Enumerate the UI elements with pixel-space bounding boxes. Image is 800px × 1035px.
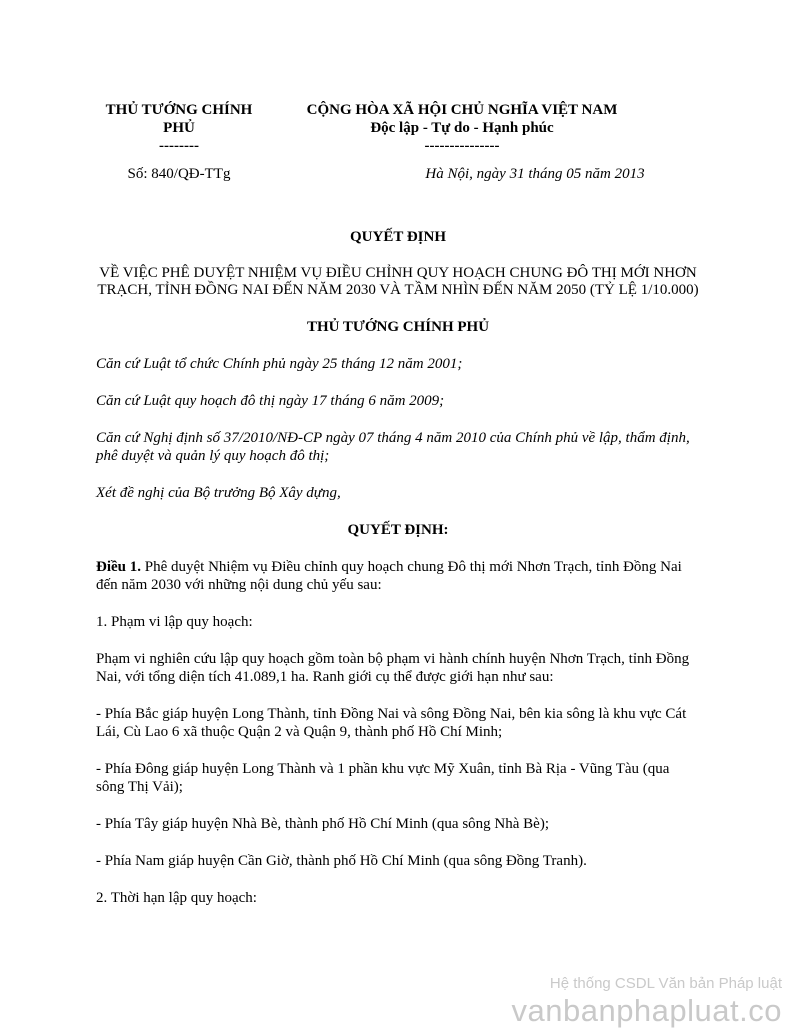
boundary-item: - Phía Nam giáp huyện Cần Giờ, thành phố Hồ Chí Minh (qua sông Đồng Tranh).: [96, 853, 587, 869]
document-subject: VỀ VIỆC PHÊ DUYỆT NHIỆM VỤ ĐIỀU CHỈNH QUY HOẠCH CHUNG ĐÔ THỊ MỚI NHƠN TRẠCH, TỈNH ĐỒNG NAI ĐẾN NĂM 2030 VÀ TẦM NHÌN ĐẾN NĂM 2050 (TỶ LỆ 1/10.000): [97, 265, 699, 298]
boundary-item: - Phía Tây giáp huyện Nhà Bè, thành phố Hồ Chí Minh (qua sông Nhà Bè);: [96, 816, 549, 832]
national-title-block: [282, 101, 642, 155]
document-type-heading: QUYẾT ĐỊNH: [350, 229, 446, 245]
decision-heading: QUYẾT ĐỊNH:: [347, 522, 449, 538]
paragraph: Phạm vi nghiên cứu lập quy hoạch gồm toàn bộ phạm vi hành chính huyện Nhơn Trạch, tỉnh Đồng Nai, với tổng diện tích 41.089,1 ha. Ranh giới cụ thể được giới hạn như sau:: [96, 651, 690, 685]
site-watermark: [511, 975, 782, 1029]
motto-separator: ---------------: [424, 138, 500, 154]
issuer-block: [96, 101, 262, 155]
place-and-date: Hà Nội, ngày 31 tháng 05 năm 2013: [425, 166, 645, 182]
issuing-authority-heading: THỦ TƯỚNG CHÍNH PHỦ: [306, 319, 490, 335]
preamble-clause: Căn cứ Nghị định số 37/2010/NĐ-CP ngày 07 tháng 4 năm 2010 của Chính phủ về lập, thẩm định, phê duyệt và quản lý quy hoạch đô thị;: [96, 430, 690, 464]
preamble-clause: Xét đề nghị của Bộ trưởng Bộ Xây dựng,: [96, 485, 341, 501]
document-number: Số: 840/QĐ-TTg: [127, 166, 231, 182]
document-body: [96, 228, 700, 926]
national-motto: Độc lập - Tự do - Hạnh phúc: [370, 120, 554, 136]
article-1-label: Điều 1.: [96, 559, 141, 575]
watermark-caption: Hệ thống CSDL Văn bản Pháp luật: [549, 975, 782, 992]
boundary-item: - Phía Đông giáp huyện Long Thành và 1 phần khu vực Mỹ Xuân, tỉnh Bà Rịa - Vũng Tàu (qua sông Thị Vải);: [96, 761, 670, 795]
section-heading: 1. Phạm vi lập quy hoạch:: [96, 614, 253, 630]
issuer-separator: --------: [159, 138, 199, 154]
preamble-clause: Căn cứ Luật tổ chức Chính phủ ngày 25 tháng 12 năm 2001;: [96, 356, 463, 372]
watermark-domain: vanbanphapluat.co: [511, 993, 782, 1028]
issuer-name: THỦ TƯỚNG CHÍNH PHỦ: [105, 102, 253, 136]
nation-name: CỘNG HÒA XÃ HỘI CHỦ NGHĨA VIỆT NAM: [306, 102, 618, 118]
article-1-text: Phê duyệt Nhiệm vụ Điều chỉnh quy hoạch chung Đô thị mới Nhơn Trạch, tỉnh Đồng Nai đến năm 2030 với những nội dung chủ yếu sau:: [96, 559, 682, 593]
preamble-clause: Căn cứ Luật quy hoạch đô thị ngày 17 tháng 6 năm 2009;: [96, 393, 445, 409]
article-1: [96, 558, 700, 594]
boundary-item: - Phía Bắc giáp huyện Long Thành, tỉnh Đồng Nai và sông Đồng Nai, bên kia sông là khu vực Cát Lái, Cù Lao 6 xã thuộc Quận 2 và Quận 9, thành phố Hồ Chí Minh;: [96, 706, 687, 740]
section-heading: 2. Thời hạn lập quy hoạch:: [96, 890, 257, 906]
